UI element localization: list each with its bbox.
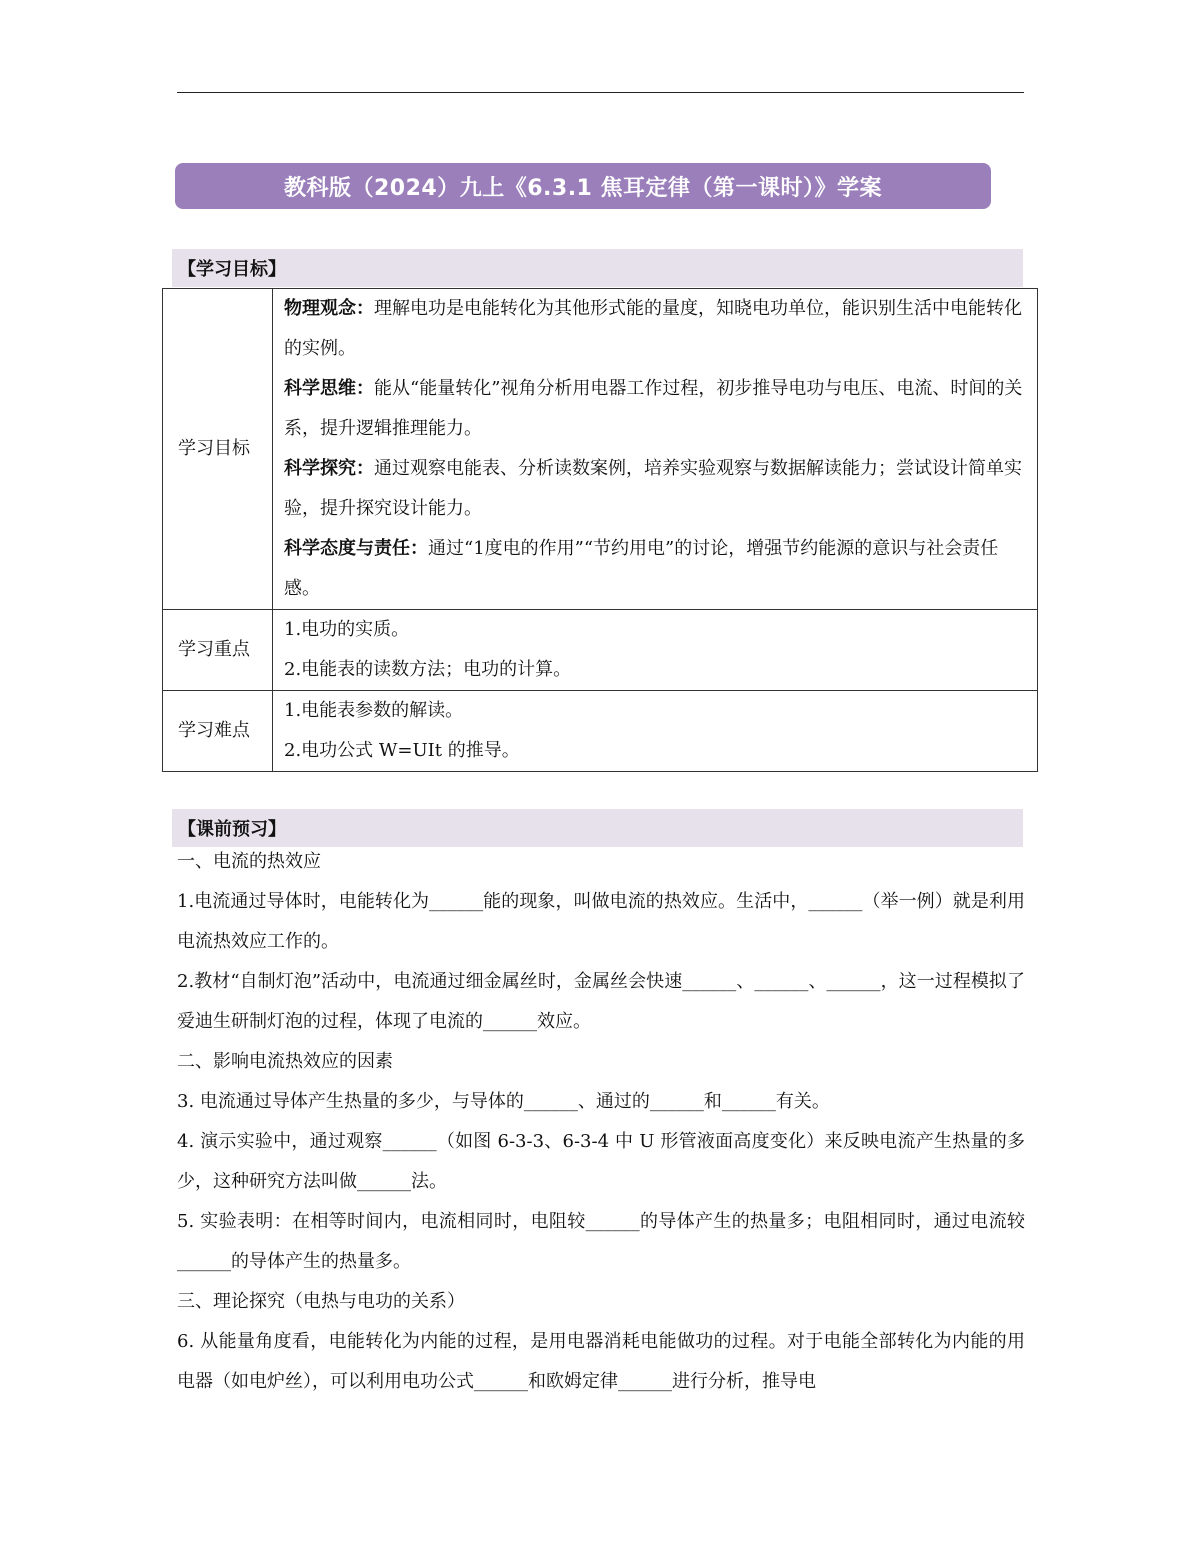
difficulties-content (273, 691, 1038, 772)
objectives-section-header: 【学习目标】 (172, 249, 1023, 287)
goal-key: 科学思维： (284, 378, 374, 399)
goals-label: 学习目标 (163, 289, 273, 610)
goal-item (284, 449, 1027, 529)
goal-text: 通过观察电能表、分析读数案例，培养实验观察与数据解读能力；尝试设计简单实验，提升探究设计能力。 (284, 458, 1022, 519)
goal-item (284, 369, 1027, 449)
objectives-table (162, 288, 1038, 772)
header-rule (177, 92, 1024, 93)
preview-heading: 三、理论探究（电热与电功的关系） (177, 1291, 465, 1312)
goals-content (273, 289, 1038, 610)
preview-heading: 一、电流的热效应 (177, 851, 321, 872)
goal-key: 科学探究： (284, 458, 374, 479)
document-title: 教科版（2024）九上《6.3.1 焦耳定律（第一课时）》学案 (175, 163, 991, 209)
goal-text: 能从“能量转化”视角分析用电器工作过程，初步推导电功与电压、电流、时间的关系，提升逻辑推理能力。 (284, 378, 1023, 439)
preview-heading: 二、影响电流热效应的因素 (177, 1051, 393, 1072)
goal-key: 科学态度与责任： (284, 538, 428, 559)
difficulties-row (163, 691, 1038, 772)
preview-question: 6. 从能量角度看，电能转化为内能的过程，是用电器消耗电能做功的过程。对于电能全部转化为内能的用电器（如电炉丝），可以利用电功公式______和欧姆定律______进行分析，推导电 (177, 1331, 1025, 1392)
goal-key: 物理观念： (284, 298, 374, 319)
preview-question: 1.电流通过导体时，电能转化为______能的现象，叫做电流的热效应。生活中，______（举一例）就是利用电流热效应工作的。 (177, 891, 1025, 952)
key-points-label: 学习重点 (163, 610, 273, 691)
preview-section-header: 【课前预习】 (172, 809, 1023, 847)
key-point-item: 1.电功的实质。 (284, 619, 410, 640)
key-point-item: 2.电能表的读数方法；电功的计算。 (284, 659, 572, 680)
goal-text: 通过“1度电的作用”“节约用电”的讨论，增强节约能源的意识与社会责任感。 (284, 538, 999, 599)
preview-question: 3. 电流通过导体产生热量的多少，与导体的______、通过的______和______有关。 (177, 1091, 830, 1112)
key-points-content (273, 610, 1038, 691)
goal-item (284, 529, 1027, 609)
preview-question: 4. 演示实验中，通过观察______（如图 6-3-3、6-3-4 中 U 形管液面高度变化）来反映电流产生热量的多少，这种研究方法叫做______法。 (177, 1131, 1025, 1192)
difficulties-label: 学习难点 (163, 691, 273, 772)
goal-item (284, 289, 1027, 369)
preview-content (177, 842, 1025, 1402)
goal-text: 理解电功是电能转化为其他形式能的量度，知晓电功单位，能识别生活中电能转化的实例。 (284, 298, 1022, 359)
preview-question: 2.教材“自制灯泡”活动中，电流通过细金属丝时，金属丝会快速______、______、______，这一过程模拟了爱迪生研制灯泡的过程，体现了电流的______效应。 (177, 971, 1025, 1032)
difficulty-item: 2.电功公式 W=UIt 的推导。 (284, 740, 520, 761)
goals-row (163, 289, 1038, 610)
preview-question: 5. 实验表明：在相等时间内，电流相同时，电阻较______的导体产生的热量多；电阻相同时，通过电流较______的导体产生的热量多。 (177, 1211, 1025, 1272)
difficulty-item: 1.电能表参数的解读。 (284, 700, 464, 721)
key-points-row (163, 610, 1038, 691)
